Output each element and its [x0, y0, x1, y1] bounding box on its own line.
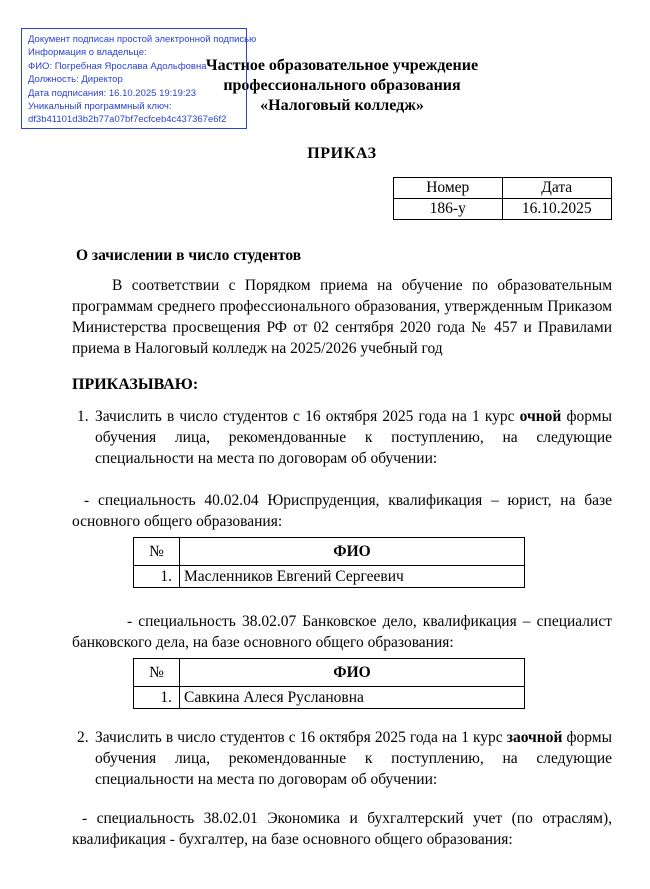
- item-text-bold: заочной: [506, 729, 563, 746]
- table-row: [134, 687, 525, 709]
- stamp-line-position: Должность: Директор: [28, 74, 123, 86]
- table-row: [394, 199, 612, 220]
- item-text-after: формы обучения лица, рекомендованные к поступлению, на следующие специальности на места по договорам об обучении:: [95, 729, 613, 788]
- student-row-no: 1.: [134, 566, 180, 588]
- order-subject: О зачислении в число студентов: [76, 247, 302, 264]
- ordered-item-2: [72, 727, 612, 790]
- student-row-no: 1.: [134, 687, 180, 709]
- document-type-title: ПРИКАЗ: [307, 145, 377, 162]
- electronic-signature-stamp: [21, 28, 257, 129]
- students-header-no: №: [134, 659, 180, 687]
- specialty-paragraph-3: - специальность 38.02.01 Экономика и бухгалтерский учет (по отраслям), квалификация - бухгалтер, на базе основного общего образования:: [72, 810, 612, 848]
- table-header-row: [134, 659, 525, 687]
- item-text: [95, 727, 612, 790]
- item-number: 1.: [77, 408, 89, 425]
- order-number-date-table: [393, 177, 612, 220]
- item-number: 2.: [77, 729, 89, 746]
- item-text-bold: очной: [519, 408, 562, 425]
- specialty-paragraph-1: - специальность 40.02.04 Юриспруденция, квалификация – юрист, на базе основного общего образования:: [72, 492, 612, 530]
- meta-value-date: 16.10.2025: [502, 199, 612, 220]
- ordered-item-1: [72, 406, 612, 469]
- students-header-no: №: [134, 538, 180, 566]
- students-header-fio: ФИО: [180, 659, 525, 687]
- specialty-paragraph-2: - специальность 38.02.07 Банковское дело, квалификация – специалист банковского дела, на базе основного общего образования:: [72, 613, 612, 651]
- stamp-line-sign-date: Дата подписания: 16.10.2025 19:19:23: [28, 87, 197, 99]
- item-text-after: формы обучения лица, рекомендованные к поступлению, на следующие специальности на места по договорам об обучении:: [95, 408, 612, 467]
- students-table-1: [133, 537, 525, 588]
- table-header-row: [134, 538, 525, 566]
- org-name-line1: Частное образовательное учреждение: [205, 57, 479, 74]
- org-name-line2: профессионального образования: [223, 77, 461, 94]
- student-row-fio: Савкина Алеся Руслановна: [180, 687, 525, 709]
- student-row-fio: Масленников Евгений Сергеевич: [180, 566, 525, 588]
- students-table-2: [133, 658, 525, 709]
- item-text-before: Зачислить в число студентов с 16 октября 2025 года на 1 курс: [95, 729, 507, 746]
- item-text: [95, 406, 612, 469]
- table-row: [134, 566, 525, 588]
- order-word: ПРИКАЗЫВАЮ:: [72, 376, 199, 393]
- meta-value-number: 186-у: [394, 199, 503, 220]
- stamp-line-fio: ФИО: Погребная Ярослава Адольфовна: [28, 60, 207, 72]
- org-name-line3: «Налоговый колледж»: [260, 97, 424, 114]
- students-header-fio: ФИО: [180, 538, 525, 566]
- table-row: [394, 178, 612, 199]
- stamp-line-owner-info: Информация о владельце:: [28, 47, 147, 59]
- meta-header-number: Номер: [394, 178, 503, 199]
- stamp-line-key-label: Уникальный программный ключ:: [28, 101, 172, 113]
- meta-header-date: Дата: [502, 178, 612, 199]
- stamp-line-key-value: df3b41101d3b2b77a07bf7ecfceb4c437367e6f2: [28, 114, 227, 126]
- item-text-before: Зачислить в число студентов с 16 октября 2025 года на 1 курс: [95, 408, 520, 425]
- intro-paragraph: В соответствии с Порядком приема на обучение по образовательным программам среднего профессионального образования, утвержденным Приказом Министерства просвещения РФ от 02 сентября 2020 года № 457 и Правилами приема в Налоговый колледж на 2025/2026 учебный год: [72, 277, 612, 357]
- stamp-line-signed: Документ подписан простой электронной подписью: [28, 34, 257, 45]
